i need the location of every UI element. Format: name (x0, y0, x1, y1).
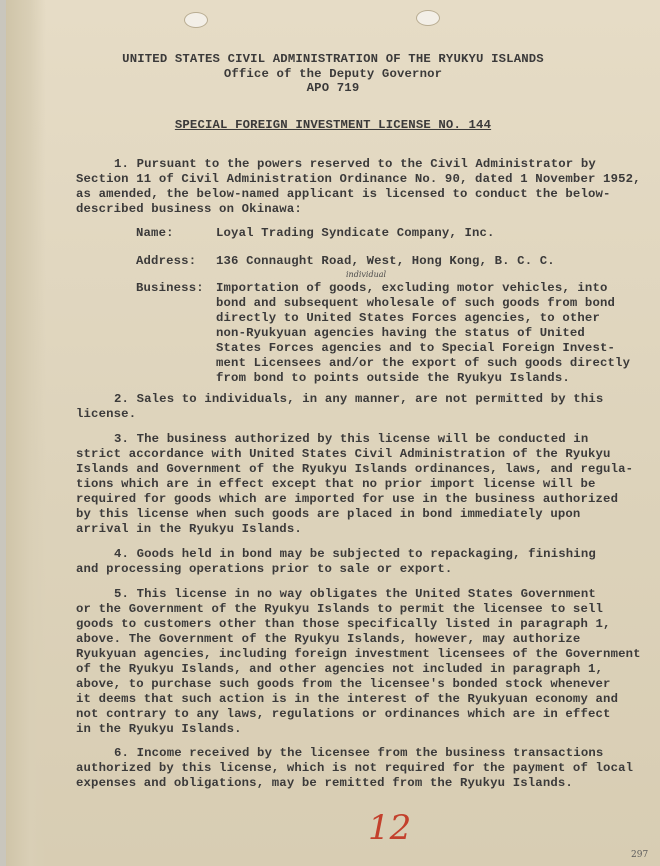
header-organization: UNITED STATES CIVIL ADMINISTRATION OF THE RYUKYU ISLANDS (122, 52, 544, 66)
para6-line: expenses and obligations, may be remitted from the Ryukyu Islands. (76, 776, 573, 790)
business-label: Business: (136, 281, 204, 295)
para5-line: above. The Government of the Ryukyu Islands, however, may authorize (76, 632, 581, 646)
business-line: bond and subsequent wholesale of such goods from bond (216, 296, 616, 310)
para5-line: it deems that such action is in the interest of the Ryukyuan economy and (76, 692, 619, 706)
para3-line: strict accordance with United States Civil Administration of the Ryukyu (76, 447, 611, 461)
business-line: Importation of goods, excluding motor vehicles, into (216, 281, 608, 295)
para4-line: and processing operations prior to sale or export. (76, 562, 453, 576)
business-line: ment Licensees and/or the export of such goods directly (216, 356, 631, 370)
para2-line: license. (76, 407, 137, 421)
name-value: Loyal Trading Syndicate Company, Inc. (216, 226, 495, 240)
business-line: States Forces agencies and to Special Foreign Invest- (216, 341, 616, 355)
para5-line: 5. This license in no way obligates the United States Government (114, 587, 596, 601)
para3-line: Islands and Government of the Ryukyu Islands ordinances, laws, and regula- (76, 462, 634, 476)
para3-line: 3. The business authorized by this license will be conducted in (114, 432, 589, 446)
header-apo: APO 719 (306, 81, 360, 95)
name-label: Name: (136, 226, 174, 240)
para1-line: 1. Pursuant to the powers reserved to the Civil Administrator by (114, 157, 596, 171)
para1-line: described business on Okinawa: (76, 202, 302, 216)
business-line: directly to United States Forces agencies, to other (216, 311, 600, 325)
para5-line: or the Government of the Ryukyu Islands to permit the licensee to sell (76, 602, 604, 616)
para3-line: by this license when such goods are placed in bond immediately upon (76, 507, 581, 521)
para1-line: as amended, the below-named applicant is licensed to conduct the below- (76, 187, 611, 201)
para3-line: tions which are in effect except that no prior import license will be (76, 477, 596, 491)
document-title: SPECIAL FOREIGN INVESTMENT LICENSE NO. 144 (174, 118, 492, 132)
para1-line: Section 11 of Civil Administration Ordinance No. 90, dated 1 November 1952, (76, 172, 641, 186)
address-label: Address: (136, 254, 197, 268)
para6-line: authorized by this license, which is not required for the payment of local (76, 761, 634, 775)
para5-line: goods to customers other than those specifically listed in paragraph 1, (76, 617, 611, 631)
address-value: 136 Connaught Road, West, Hong Kong, B. C. C. (216, 254, 555, 268)
punch-hole (416, 10, 440, 26)
document-page (6, 0, 660, 866)
para5-line: above, to purchase such goods from the licensee's bonded stock whenever (76, 677, 611, 691)
handwritten-page-number: 12 (368, 808, 412, 848)
business-line: from bond to points outside the Ryukyu Islands. (216, 371, 570, 385)
handwritten-insert: individual (346, 270, 387, 279)
para2-line: 2. Sales to individuals, in any manner, are not permitted by this (114, 392, 604, 406)
punch-hole (184, 12, 208, 28)
para3-line: required for goods which are imported for use in the business authorized (76, 492, 619, 506)
para4-line: 4. Goods held in bond may be subjected to repackaging, finishing (114, 547, 596, 561)
para6-line: 6. Income received by the licensee from the business transactions (114, 746, 604, 760)
para5-line: Ryukyuan agencies, including foreign investment licensees of the Government (76, 647, 641, 661)
archive-stamp-number: 297 (631, 850, 649, 860)
business-line: non-Ryukyuan agencies having the status of United (216, 326, 585, 340)
para5-line: of the Ryukyu Islands, and other agencies not included in paragraph 1, (76, 662, 604, 676)
header-office: Office of the Deputy Governor (223, 67, 443, 81)
para3-line: arrival in the Ryukyu Islands. (76, 522, 302, 536)
para5-line: in the Ryukyu Islands. (76, 722, 242, 736)
para5-line: not contrary to any laws, regulations or ordinances which are in effect (76, 707, 611, 721)
